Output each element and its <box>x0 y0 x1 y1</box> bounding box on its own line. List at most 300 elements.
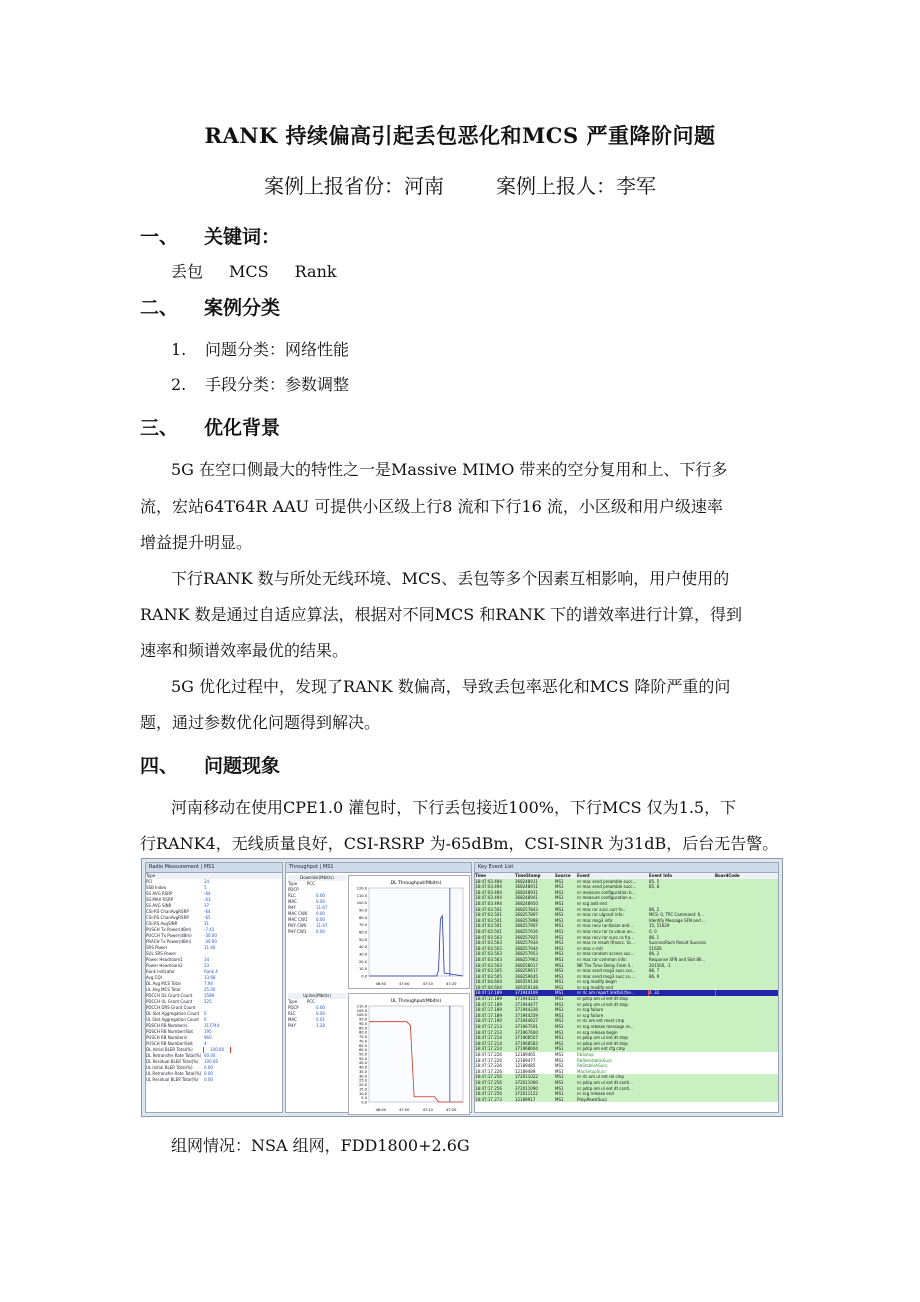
row-value: 25.00 <box>204 987 216 992</box>
cell: MS1 <box>555 951 564 957</box>
cell: nr measure configuration b... <box>577 889 636 895</box>
cell <box>715 1097 765 1103</box>
row-key: UL Residual BLER Total(%) <box>146 1077 199 1082</box>
chart-title: DL Throughput(Mbit/s) <box>390 881 442 886</box>
cell: MS1 <box>555 1052 564 1057</box>
cell: 371968604 <box>515 1046 538 1052</box>
row-value: 4 <box>204 1041 207 1046</box>
row-key: DL Retransfer Rate Total(%) <box>146 1053 202 1058</box>
row-value: 34 <box>204 957 210 962</box>
cell: MS1 <box>555 968 564 974</box>
row-value: 0.00 <box>316 911 325 916</box>
row-key: PUSCH Tx Power(dBm) <box>146 927 192 932</box>
row-key: MAC CW0 <box>288 911 308 916</box>
row-value: -64 <box>204 909 211 914</box>
row-value: -64 <box>204 891 211 896</box>
row-value: 100.00 <box>204 1059 218 1064</box>
cell: 18:47:03.503 <box>475 940 502 946</box>
row-key: SS AVG SINR <box>146 903 172 908</box>
paragraph-line: 题，通过参数优化问题得到解决。 <box>140 713 381 732</box>
row-key: PDCP <box>288 1005 299 1010</box>
row-value: 1589 <box>204 993 215 998</box>
x-tick-label: 46:50 <box>375 982 386 986</box>
y-tick-label: 20.0 <box>358 1083 367 1088</box>
row-key: PUSCH RB Number/s <box>146 1035 188 1040</box>
row-value: 60.00 <box>204 1053 216 1058</box>
row-key: PUCCH Tx Power(dBm) <box>146 933 192 938</box>
cell: MS1 <box>555 962 564 968</box>
cell: 18:47:17.256 <box>475 1091 502 1097</box>
cell: MS1 <box>555 940 564 946</box>
cell: 85, 8 <box>649 884 660 890</box>
cell: nr mac recv rar succ.ra fra... <box>577 934 635 940</box>
cell: nr rlc om ul ent rel cmp <box>577 1074 625 1080</box>
keyword: 丢包 <box>171 262 204 281</box>
cell: MS1 <box>555 1057 564 1063</box>
cell: Response SFN and Slot 86... <box>649 956 706 962</box>
row-key: PUSCH RB Number/Slot <box>146 1041 193 1046</box>
cell: 18:47:17.189 <box>475 1007 502 1013</box>
cell: 18:47:17.190 <box>475 1018 502 1024</box>
row-value: 5 <box>204 885 207 890</box>
y-tick-label: 70.0 <box>358 1039 367 1044</box>
cell: MS1 <box>555 1091 564 1097</box>
y-tick-label: 90.0 <box>358 1021 367 1026</box>
cell: 18:47:04.604 <box>475 979 502 985</box>
row-value: 13.68 <box>204 975 216 980</box>
row-key: UL Retransfer Rate Total(%) <box>146 1071 202 1076</box>
cell: MS1 <box>555 1024 564 1030</box>
panel-title: Radio Measurement | MS1 <box>146 863 282 873</box>
cell: MS1 <box>555 990 564 996</box>
cell: 86, 1 <box>649 934 660 940</box>
uplink-label: Uplink(Mbit/s) <box>288 993 346 999</box>
y-tick-label: 45.0 <box>358 1061 367 1066</box>
cell: 368257953 <box>515 951 538 957</box>
cell: MS1 <box>555 1012 564 1018</box>
cell: MS1 <box>555 1085 564 1091</box>
cell: 368248911 <box>515 884 538 890</box>
column-header: Event <box>577 873 590 878</box>
keyword: Rank <box>294 262 337 281</box>
y-tick-label: 10.0 <box>358 967 367 972</box>
cell: 86, 2 <box>649 906 660 912</box>
cell: 368257925 <box>515 934 538 940</box>
y-tick-label: 30.0 <box>358 952 367 957</box>
cell: 18:47:03.503 <box>475 951 502 957</box>
tool-screenshot <box>141 858 783 1117</box>
cell: nr pdcp om ul ent dt stop <box>577 996 628 1002</box>
row-value: 0.00 <box>204 1077 213 1082</box>
row-key: Avg CQI <box>146 975 162 980</box>
column-header: TimeStamp <box>515 873 541 878</box>
y-tick-label: 0.0 <box>361 1100 367 1105</box>
row-key: PCI <box>146 879 153 884</box>
cell: MS1 <box>555 1079 564 1085</box>
y-tick-label: 65.0 <box>358 1043 367 1048</box>
keyword: MCS <box>229 262 269 281</box>
cell: 368257907 <box>515 923 538 929</box>
cell: 368248911 <box>515 878 538 884</box>
row-key: Power Headroom1 <box>146 957 183 962</box>
row-key: DL Residual BLER Total(%) <box>146 1059 199 1064</box>
cell: 372011060 <box>515 1079 538 1085</box>
cell: 18:47:17.189 <box>475 1001 502 1007</box>
cell: 18:47:03.501 <box>475 928 502 934</box>
cell: 86, 9 <box>649 973 660 979</box>
row-key: SUL SRS Power <box>146 951 177 956</box>
cell: 18:47:03.494 <box>475 900 502 906</box>
cell: nr scg failure <box>577 1012 604 1018</box>
y-tick-label: 50.0 <box>358 1056 367 1061</box>
cell: 86, 2 <box>649 951 660 957</box>
cell: 371944259 <box>515 1012 538 1018</box>
cell: nr mac ra result (Rnacc. Sc... <box>577 940 636 946</box>
cell: 18:47:03.505 <box>475 968 502 974</box>
row-value: 960 <box>204 1035 212 1040</box>
paragraph-line: 河南移动在使用CPE1.0 灌包时，下行丢包接近100%，下行MCS 仅为1.5，下 <box>171 798 737 817</box>
cell: nr pdcp om ul ent dt stop <box>577 1001 628 1007</box>
cell: 371968507 <box>515 1035 538 1041</box>
row-key: CSI-RS ChanAvgRSRP <box>146 915 189 920</box>
class-item: 2. 手段分类：参数调整 <box>171 375 350 394</box>
cell: 18:47:03.505 <box>475 973 502 979</box>
cell: MS1 <box>555 912 564 918</box>
event-table <box>475 879 778 1103</box>
cell: 18:47:17.226 <box>475 1063 502 1069</box>
cell: 371967600 <box>515 1029 538 1035</box>
row-value: 0 <box>204 1011 207 1016</box>
cell: MS1 <box>555 1029 564 1035</box>
y-tick-label: 40.0 <box>358 945 367 950</box>
row-key: Rank Indicator <box>146 969 175 974</box>
row-value: 0.00 <box>316 899 325 904</box>
downlink-label: Downlink(Mbit/s) <box>288 875 346 881</box>
row-key: SSB Index <box>146 885 167 890</box>
cell: MS1 <box>555 878 564 884</box>
cell: 18:47:17.214 <box>475 1046 502 1052</box>
y-tick-label: 10.0 <box>358 1091 367 1096</box>
cell: 18:47:03.494 <box>475 884 502 890</box>
cell: RbSetup <box>577 1052 594 1057</box>
cell: 0, 0 <box>649 928 657 934</box>
cell: MS1 <box>555 928 564 934</box>
cell: MS1 <box>555 984 564 990</box>
cell: SuccessRach Result Success <box>649 940 706 946</box>
row-key: PDCCH DL Grant Count <box>146 993 193 998</box>
cell: MS1 <box>555 1035 564 1041</box>
cell: nr scg release end <box>577 1091 614 1097</box>
cell: PdcpReestSucc <box>577 1096 608 1102</box>
cell: 368257916 <box>515 928 538 934</box>
row-value: -63 <box>204 897 211 902</box>
cell: 371944627 <box>515 1018 538 1024</box>
plot-area <box>369 1006 463 1102</box>
row-value: 23 <box>204 963 210 968</box>
row-key: PDSCH RB Number/Slot <box>146 1029 193 1034</box>
row-value: 225 <box>204 999 212 1004</box>
column-header: BoardCode <box>715 873 740 878</box>
table-header: Type PCC <box>288 881 315 886</box>
cell: MacSetupSucc <box>577 1068 607 1074</box>
cell: nr mac recv rar.tbsize and ... <box>577 923 635 929</box>
x-tick-label: 47:10 <box>422 1108 433 1112</box>
network-line: 组网情况：NSA 组网，FDD1800+2.6G <box>171 1136 470 1155</box>
cell: 12189917 <box>515 1096 536 1102</box>
cell: 18:47:17.273 <box>475 1096 502 1102</box>
cell: 368259617 <box>515 968 538 974</box>
cell: MS1 <box>555 973 564 979</box>
cell: MS1 <box>555 889 564 895</box>
cell: nr measure configuration e... <box>577 895 636 901</box>
cell: MS1 <box>555 1007 564 1013</box>
row-key: PDCP <box>288 887 299 892</box>
cell: 368257962 <box>515 956 538 962</box>
cell: nr scg modify begin <box>577 979 617 985</box>
table-row[interactable] <box>475 1097 778 1103</box>
row-key: CSI-RS ChanAvgRSRP <box>146 909 189 914</box>
cell: nr pdcp om ul ent dt stop <box>577 1035 628 1041</box>
y-tick-label: 60.0 <box>358 1048 367 1053</box>
x-tick-label: 47:20 <box>446 982 457 986</box>
y-tick-label: 80.0 <box>358 1030 367 1035</box>
cell: 18:47:17.189 <box>475 1012 502 1018</box>
cell: nr scg modify end <box>577 984 614 990</box>
cell: MS1 <box>555 945 564 951</box>
cell: 18:47:17.256 <box>475 1085 502 1091</box>
row-key: PHY <box>288 1023 296 1028</box>
cell: 371967591 <box>515 1024 538 1030</box>
row-value: 195 <box>204 1029 212 1034</box>
row-key: CSI-RS AvgSINR <box>146 921 178 926</box>
cell: 368248941 <box>515 895 538 901</box>
cell: 368257898 <box>515 917 538 923</box>
column-header: Event Info <box>649 873 673 878</box>
table-header: Type PCC <box>288 999 315 1004</box>
cell: MS1 <box>555 884 564 890</box>
cell: 368257934 <box>515 940 538 946</box>
cell: nr pdcp om ul ent dt conti... <box>577 1079 633 1085</box>
cell: MS1 <box>555 1096 564 1102</box>
y-tick-label: 40.0 <box>358 1065 367 1070</box>
cell: nr pdcp om ul ent dt stop <box>577 1040 628 1046</box>
cell: MS1 <box>555 956 564 962</box>
y-tick-label: 90.0 <box>358 908 367 913</box>
cell: 369359138 <box>515 979 538 985</box>
row-value: 0.00 <box>204 1065 213 1070</box>
cell: 18:47:17.213 <box>475 1029 502 1035</box>
downlink-table <box>288 875 346 935</box>
row-key: PRACH Tx Power(dBm) <box>146 939 192 944</box>
row-key: MAC <box>288 1017 297 1022</box>
cell: 12189489 <box>515 1068 536 1074</box>
cell: 12189477 <box>515 1057 536 1063</box>
paragraph-line: RANK 数是通过自适应算法，根据对不同MCS 和RANK 下的谱效率进行计算，得到 <box>140 605 742 624</box>
cell: 85, 5 <box>649 878 660 884</box>
table-header: Type <box>146 873 282 879</box>
cell: 371944236 <box>515 1007 538 1013</box>
row-value: 31 <box>204 921 210 926</box>
cell: 18:47:03.503 <box>475 934 502 940</box>
x-tick-label: 47:00 <box>399 982 410 986</box>
cell: 86, 7 <box>649 968 660 974</box>
throughput-panel <box>285 862 472 1113</box>
row-key: Power Headroom2 <box>146 963 183 968</box>
reporter-line <box>0 170 920 199</box>
paragraph-line: 速率和频谱效率最优的结果。 <box>140 641 349 660</box>
cell: 18:47:17.256 <box>475 1079 502 1085</box>
row-value: -30.00 <box>204 933 217 938</box>
x-tick-label: 47:10 <box>422 982 433 986</box>
cell: nr mac send msg3 succ.cur... <box>577 968 636 974</box>
paragraph-line: 下行RANK 数与所处无线环境、MCS、丢包等多个因素互相影响，用户使用的 <box>171 569 730 588</box>
row-value: 0 <box>204 1017 207 1022</box>
cell: MS1 <box>555 1018 564 1024</box>
cell: 12189485 <box>515 1063 536 1069</box>
ul-throughput-chart <box>348 993 470 1115</box>
cell: 12189465 <box>515 1052 536 1057</box>
y-tick-label: 110.0 <box>356 1004 367 1009</box>
y-tick-label: 80.0 <box>358 915 367 920</box>
row-value: 37 <box>204 903 210 908</box>
cell: MS1 <box>555 1001 564 1007</box>
cell: nr mac send msg3 succ.cu ... <box>577 973 636 979</box>
cell: 18:47:17.226 <box>475 1068 502 1074</box>
cell: MS1 <box>555 996 564 1002</box>
class-item: 1. 问题分类：网络性能 <box>171 340 350 359</box>
row-key: PDCCH DRS Grant Count <box>146 1005 196 1010</box>
uplink-table <box>288 993 346 1029</box>
cell: 18:47:17.189 <box>475 990 502 996</box>
cell: nr mac send preamble succ... <box>577 884 637 890</box>
cell: 18:47:17.213 <box>475 1024 502 1030</box>
page-title: RANK 持续偏高引起丢包恶化和MCS 严重降阶问题 <box>204 123 716 148</box>
row-value: 24 <box>204 879 210 884</box>
row-value: Rank 4 <box>204 969 218 974</box>
section-heading-symptom: 四、 问题现象 <box>140 755 281 777</box>
cell: MCS: 0, TPC Command: 6... <box>649 912 704 918</box>
cell: MS1 <box>555 1040 564 1046</box>
row-value: -30.00 <box>204 939 217 944</box>
key-event-list-panel <box>474 862 779 1113</box>
cell: 369359148 <box>515 984 538 990</box>
cell: nr scg release begin <box>577 1029 618 1035</box>
cell: 371944225 <box>515 996 538 1002</box>
x-tick-label: 46:50 <box>375 1108 386 1112</box>
row-key: PDSCH RB Number/s <box>146 1023 188 1028</box>
row-value: -65 <box>204 915 211 920</box>
cell: MS1 <box>555 1068 564 1074</box>
row-key: PDCCH UL Grant Count <box>146 999 193 1004</box>
cell: nr mac random access suc... <box>577 951 635 957</box>
cell: nr mac c-rnti <box>577 945 603 951</box>
cell: 368259645 <box>515 973 538 979</box>
cell: 18:47:17.256 <box>475 1074 502 1080</box>
row-value: 0.00 <box>316 1011 325 1016</box>
cell: 368258017 <box>515 962 538 968</box>
paragraph-line: 流，宏站64T64R AAU 可提供小区级上行8 流和下行16 流，小区级和用户级速率 <box>140 497 723 516</box>
y-tick-label: 75.0 <box>358 1035 367 1040</box>
y-tick-label: 5.0 <box>361 1096 367 1101</box>
paragraph-line: 行RANK4，无线质量良好，CSI-RSRP 为-65dBm，CSI-SINR 为31dB，后台无告警。 <box>140 834 779 853</box>
row-key: PHY CW1 <box>288 929 307 934</box>
row-value: 1.28 <box>316 1023 325 1028</box>
column-header: Source <box>555 873 571 878</box>
cell: MS1 <box>555 1063 564 1069</box>
y-tick-label: 25.0 <box>358 1078 367 1083</box>
cell: 368248950 <box>515 900 538 906</box>
row-key: SS AVG RSRP <box>146 891 173 896</box>
row-key: MAC <box>288 899 297 904</box>
cell: 15, 51629 <box>649 923 670 929</box>
row-key: PHY <box>288 905 296 910</box>
y-tick-label: 35.0 <box>358 1069 367 1074</box>
y-tick-label: 55.0 <box>358 1052 367 1057</box>
cell: MS1 <box>555 917 564 923</box>
keywords-line <box>171 259 363 282</box>
cell: nr mac msg3 info: <box>577 917 614 923</box>
cell: 18:47:03.501 <box>475 923 502 929</box>
cell: 18:47:17.189 <box>475 996 502 1002</box>
row-value: 317744 <box>204 1023 220 1028</box>
row-value: 0.00 <box>316 929 325 934</box>
table-row <box>288 929 346 935</box>
y-tick-label: 100.0 <box>356 901 367 906</box>
paragraph-line: 增益提升明显。 <box>140 533 253 552</box>
radio-measurement-table <box>146 879 282 1083</box>
cell: 18:47:03.494 <box>475 895 502 901</box>
row-key: UL Avg MCS Total <box>146 987 181 992</box>
cell: 18:47:03.501 <box>475 906 502 912</box>
cell: nr scg release message re... <box>577 1024 634 1030</box>
row-key: DL Initial BLER Total(%) <box>146 1047 193 1052</box>
y-tick-label: 70.0 <box>358 923 367 928</box>
cell: nr mac send preamble succ... <box>577 878 637 884</box>
cell: RbReestablisSucc <box>577 1057 613 1063</box>
x-tick-label: 47:00 <box>399 1108 410 1112</box>
y-tick-label: 95.0 <box>358 1017 367 1022</box>
paragraph-line: 5G 在空口侧最大的特性之一是Massive MIMO 带来的空分复用和上、下行多 <box>171 460 728 479</box>
cell: nr pdcp om ul ent dt conti... <box>577 1085 633 1091</box>
row-key: RLC <box>288 1011 296 1016</box>
section-heading-classification: 二、 案例分类 <box>140 297 281 319</box>
cell: nr rlc om ent reest cmp <box>577 1018 625 1024</box>
y-tick-label: 15.0 <box>358 1087 367 1092</box>
row-key: RLC <box>288 893 296 898</box>
cell: 368257944 <box>515 945 538 951</box>
cell: 372011022 <box>515 1074 538 1080</box>
table-row <box>146 1077 282 1083</box>
cell: nr rlc am report linkfail.the... <box>577 990 635 996</box>
dl-throughput-chart <box>348 875 470 989</box>
cell: 18:47:03.501 <box>475 912 502 918</box>
cell: MS1 <box>555 900 564 906</box>
cell: 368257843 <box>515 906 538 912</box>
cell: Identify Message SFN and ... <box>649 917 706 923</box>
cell: 18:47:17.226 <box>475 1052 502 1057</box>
cell: 18:47:17.214 <box>475 1035 502 1041</box>
cell: MS1 <box>555 895 564 901</box>
panel-title: Throughput | MS1 <box>286 863 471 873</box>
cell: MS1 <box>555 906 564 912</box>
cell: 18:47:03.503 <box>475 956 502 962</box>
cell: 372011122 <box>515 1091 538 1097</box>
y-tick-label: 60.0 <box>358 930 367 935</box>
paragraph-line: 5G 优化过程中，发现了RANK 数偏高，导致丢包率恶化和MCS 降阶严重的问 <box>171 677 731 696</box>
y-tick-label: 50.0 <box>358 937 367 942</box>
cell: nr mac recv rar ta value an... <box>577 928 636 934</box>
cell: 4, 32 <box>649 990 715 996</box>
